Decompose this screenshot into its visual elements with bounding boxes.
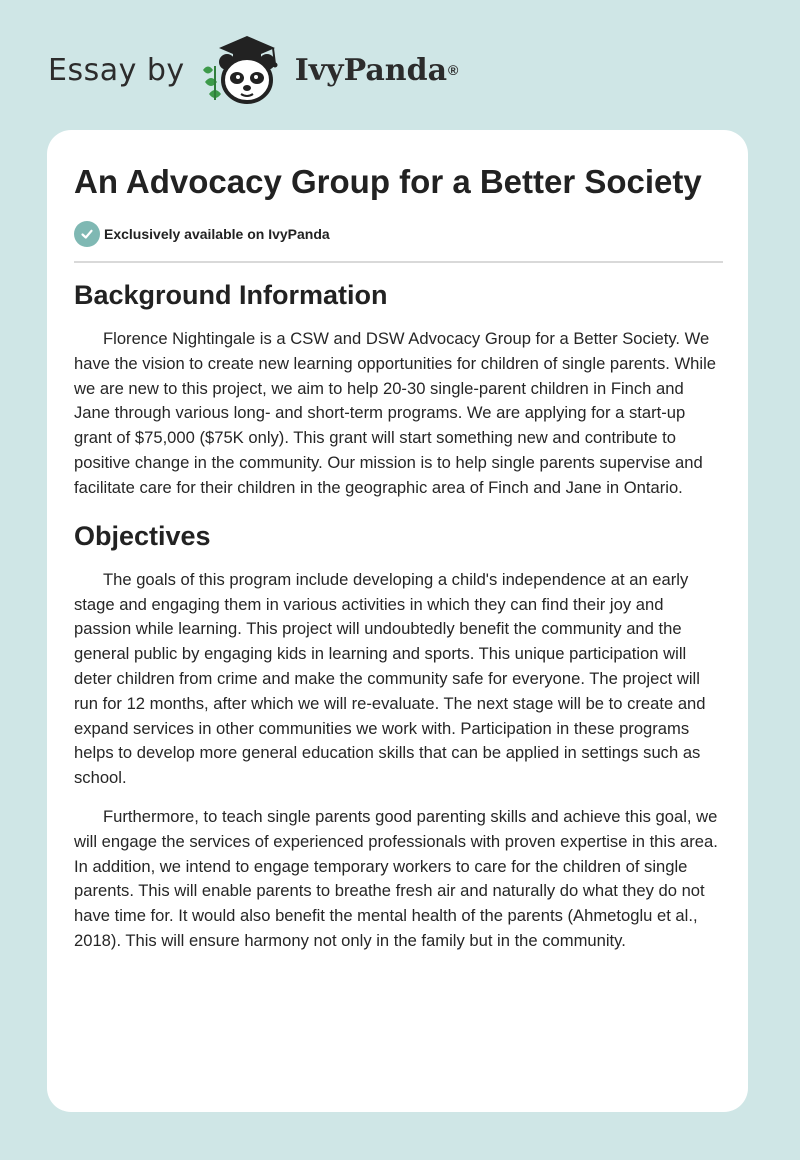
registered-mark: ® [448,62,459,78]
check-circle-icon [74,221,100,247]
essay-title: An Advocacy Group for a Better Society [74,163,702,200]
essay-body [74,278,724,968]
panda-graduate-icon [197,30,289,110]
essay-card [47,130,748,1112]
brand-name: IvyPanda [294,52,448,88]
brand-prefix: Essay by [48,52,185,88]
paragraph: Florence Nightingale is a CSW and DSW Advocacy Group for a Better Society. We have the vision to create new learning opportunities for children of single parents. While we are new to this project, we aim to help 20-30 single-parent children in Finch and Jane through various long- and short-term programs. We are applying for a start-up grant of $75,000 ($75K only). This grant will start something new and contribute to positive change in the community. Our mission is to help single parents supervise and facilitate care for their children in the geographic area of Finch and Jane in Ontario. [74,329,716,497]
exclusive-badge-text: Exclusively available on IvyPanda [104,226,330,242]
paragraph: The goals of this program include developing a child's independence at an early stage and engaging them in various activities in which they can find their joy and passion while learning. This project will undoubtedly benefit the community and the general public by engaging kids in learning and sports. This unique participation will deter children from crime and make the community safe for everyone. The project will run for 12 months, after which we will re-evaluate. The next stage will be to create and expand services in other communities we work with. Participation in these programs helps to develop more general education skills that can be applied in settings such as school. [74,569,706,788]
section-heading: Background Information [74,280,388,310]
brand-header[interactable] [48,30,458,110]
divider [74,261,723,263]
exclusive-badge [74,221,330,247]
section-heading: Objectives [74,520,211,551]
paragraph: Furthermore, to teach single parents good parenting skills and achieve this goal, we will engage the services of experienced professionals with proven expertise in this area. In addition, we intend to engage temporary workers to care for the children of single parents. This will enable parents to breathe fresh air and naturally do what they do not have time for. It would also benefit the mental health of the parents (Ahmetoglu et al., 2018). This will ensure harmony not only in the family but in the community. [74,806,718,950]
